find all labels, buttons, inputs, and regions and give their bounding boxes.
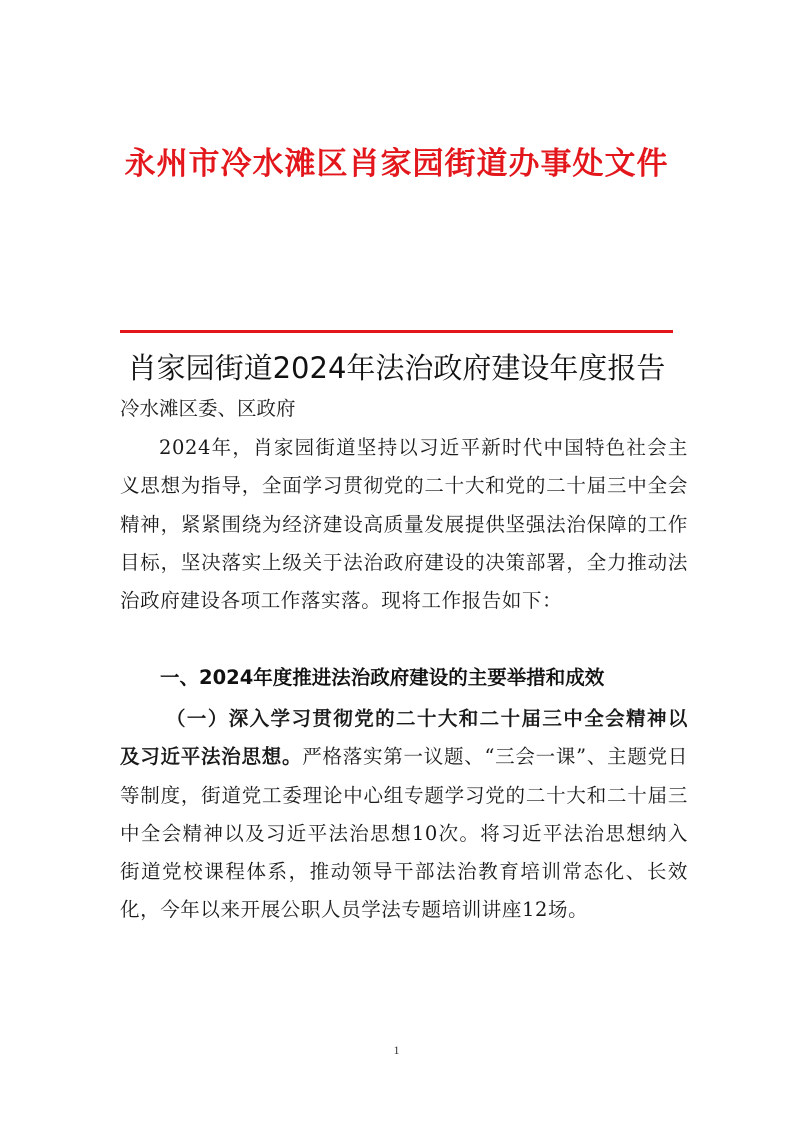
subsection-paragraph [120,700,688,930]
document-title: 肖家园街道2024年法治政府建设年度报告 [127,351,666,385]
issuer-header: 永州市冷水滩区肖家园街道办事处文件 [124,146,669,182]
red-separator-line [120,330,673,333]
subsection-lead: （一）深入学习贯彻党的二十大和二十届三中全会精神以及习近平法治思想。 [120,707,688,769]
recipient-line: 冷水滩区委、区政府 [120,397,296,420]
subsection-body: 严格落实第一议题、“三会一课”、主题党日等制度，街道党工委理论中心组专题学习党的二十大和二十届三中全会精神以及习近平法治思想10次。将习近平法治思想纳入街道党校课程体系，推动领导干部法治教育培训常态化、长效化，今年以来开展公职人员学法专题培训讲座12场。 [120,745,688,922]
page-number: 1 [393,1043,400,1057]
intro-paragraph: 2024年，肖家园街道坚持以习近平新时代中国特色社会主义思想为指导，全面学习贯彻党的二十大和党的二十届三中全会精神，紧紧围绕为经济建设高质量发展提供坚强法治保障的工作目标，坚决落实上级关于法治政府建设的决策部署，全力推动法治政府建设各项工作落实落。现将工作报告如下： [120,436,688,613]
section-heading: 一、2024年度推进法治政府建设的主要举措和成效 [160,666,605,689]
